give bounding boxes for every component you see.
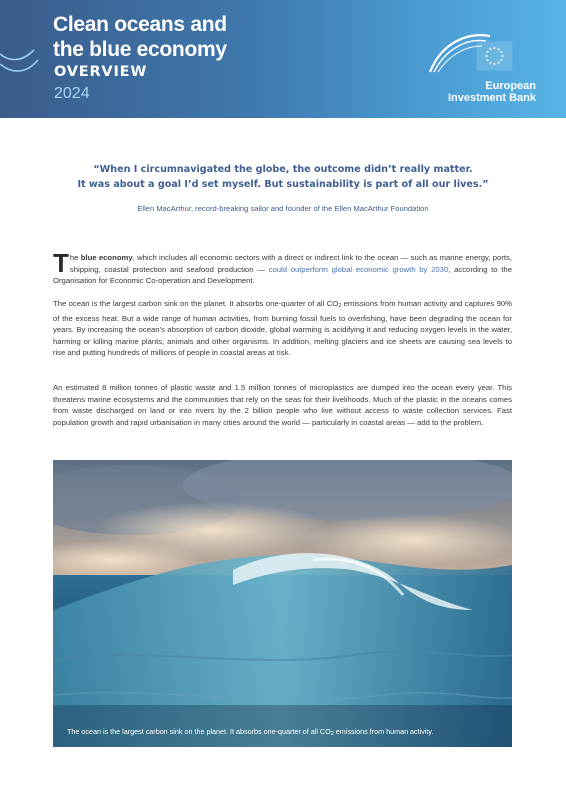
drop-cap: T xyxy=(53,248,69,278)
title-line-2: the blue economy xyxy=(53,38,227,61)
paragraph-text: The ocean is the largest carbon sink on the planet. It absorbs one-quarter of all CO xyxy=(53,299,339,308)
subscript: 2 xyxy=(330,731,334,737)
caption-text: emissions from human activity. xyxy=(333,727,434,736)
ocean-wave-photo xyxy=(53,460,512,747)
wave-illustration xyxy=(53,460,512,747)
quote-line-2: It was about a goal I’d set myself. But sustainability is part of all our lives.” xyxy=(77,179,489,190)
eib-brand-name xyxy=(448,80,536,104)
title-line-1: Clean oceans and xyxy=(53,13,227,36)
oecd-link[interactable]: could outperform global economic growth by 2030 xyxy=(268,264,449,274)
document-subtitle: OVERVIEW xyxy=(54,64,148,80)
bold-term: blue economy xyxy=(80,253,133,262)
paragraph-text: , which includes all economic sectors with a direct or indirect link to the ocean — such as marine energy, ports, shipping, coastal protection and seafood production — xyxy=(69,253,512,274)
brand-line-1: European xyxy=(485,80,536,92)
header-banner xyxy=(0,0,566,118)
pull-quote xyxy=(40,162,526,192)
subscript: 2 xyxy=(338,303,342,309)
paragraph-carbon-sink xyxy=(53,298,512,359)
photo-caption xyxy=(67,727,434,737)
brand-line-2: Investment Bank xyxy=(447,92,536,104)
caption-text: The ocean is the largest carbon sink on the planet. It absorbs one-quarter of all CO xyxy=(67,727,331,736)
paragraph-text: , according to the Organisation for Economic Co-operation and Development. xyxy=(53,264,512,286)
document-title xyxy=(53,12,227,62)
paragraph-text: emissions from human activity and captures 90% of the excess heat. But a wide range of human activities, from burning fossil fuels to overfishing, have been degrading the ocean for years. By increasing the ocean’s absorption of carbon dioxide, global warming is acidifying it and reducing oxygen levels in the water, harming or killing marine plants, animals and other organisms. In addition, melting glaciers and ice sheets are causing sea levels to rise and putting hundreds of millions of people in coastal areas at risk. xyxy=(53,299,512,358)
quote-attribution: Ellen MacArthur, record-breaking sailor and founder of the Ellen MacArthur Foundation xyxy=(137,204,429,213)
document-year: 2024 xyxy=(54,85,90,102)
paragraph-blue-economy xyxy=(53,248,512,287)
quote-line-1: “When I circumnavigated the globe, the outcome didn’t really matter. xyxy=(93,164,473,175)
paragraph-text: he xyxy=(69,253,81,262)
eib-logo-icon xyxy=(428,28,518,76)
paragraph-plastic-waste: An estimated 8 million tonnes of plastic waste and 1.5 million tonnes of microplastics are dumped into the ocean every year. This threatens marine ecosystems and the communities that rely on the seas for their livelihoods. Much of the plastic in the oceans comes from waste discharged on land or into rivers by the 2 billion people who live without access to waste collection services. Fast population growth and rapid urbanisation in many cities around the world — particularly in coastal areas — add to the problem. xyxy=(53,383,512,427)
